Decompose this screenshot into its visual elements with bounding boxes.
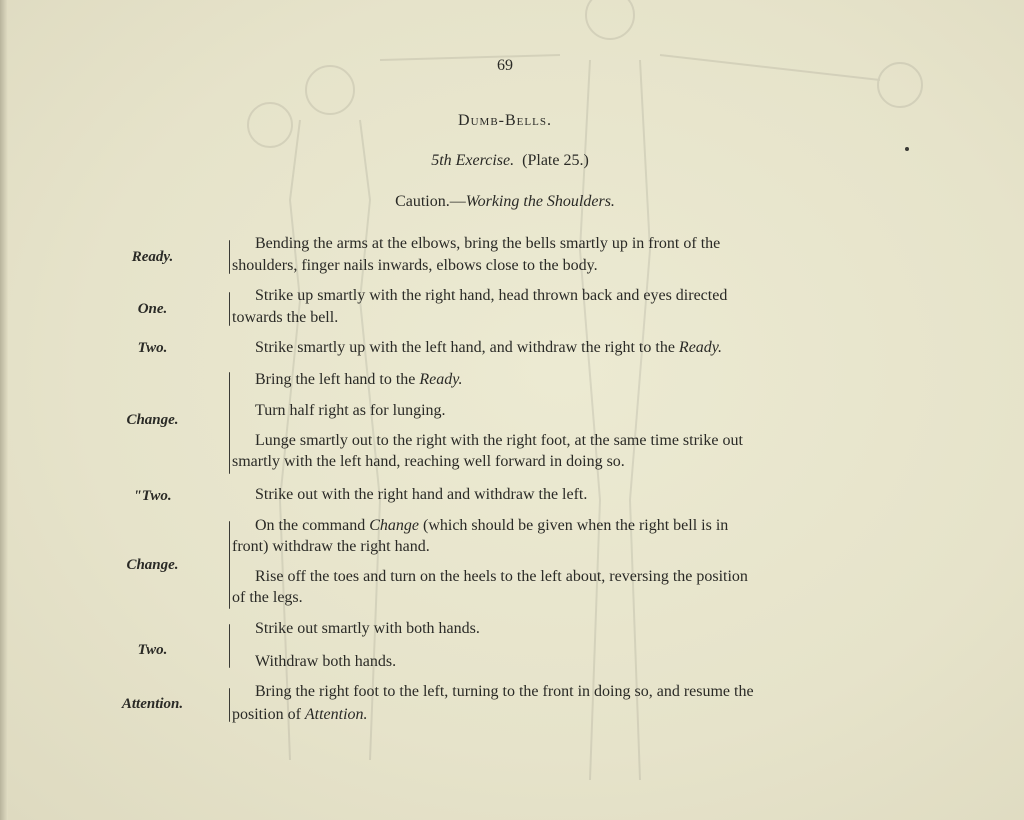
instruction-line: Strike out smartly with both hands. — [255, 620, 480, 637]
instruction-line: Lunge smartly out to the right with the right foot, at the same time strike out — [255, 432, 743, 449]
command-two: Two. — [137, 642, 168, 658]
brace — [229, 240, 230, 274]
instruction-line: Rise off the toes and turn on the heels to the left about, reversing the position — [255, 568, 748, 585]
instruction-line: Bring the left hand to the Ready. — [255, 371, 463, 388]
instruction-line: Bending the arms at the elbows, bring the bells smartly up in front of the — [255, 235, 721, 252]
brace — [229, 688, 230, 722]
instruction-line: front) withdraw the right hand. — [232, 538, 430, 555]
instruction-line: position of Attention. — [232, 706, 368, 723]
brace — [229, 521, 230, 609]
instruction-line: Bring the right foot to the left, turning to the front in doing so, and resume the — [255, 683, 754, 700]
instruction-line: Strike up smartly with the right hand, head thrown back and eyes directed — [255, 287, 728, 304]
instruction-line: Turn half right as for lunging. — [255, 402, 446, 419]
ink-speck — [905, 147, 909, 151]
exercise-label: 5th Exercise. — [431, 152, 515, 169]
instruction-line: Strike out with the right hand and withdraw the left. — [255, 486, 588, 503]
command-two: Two. — [137, 340, 168, 356]
command-ready: Ready. — [131, 249, 174, 265]
brace — [229, 624, 230, 668]
plate-reference: (Plate 25.) — [522, 152, 589, 169]
caution-label: Caution.— — [395, 193, 466, 210]
exercise-heading — [0, 152, 1020, 170]
brace — [229, 292, 230, 326]
instruction-line: towards the bell. — [232, 309, 339, 326]
instruction-line: On the command Change (which should be given when the right bell is in — [255, 517, 729, 534]
caution-heading — [0, 193, 1010, 211]
page-number: 69 — [497, 57, 513, 74]
section-title: Dumb-Bells. — [458, 112, 552, 129]
command-two: "Two. — [133, 488, 172, 504]
instruction-line: Strike smartly up with the left hand, and withdraw the right to the Ready. — [255, 339, 723, 356]
brace — [229, 372, 230, 474]
instruction-line: shoulders, finger nails inwards, elbows close to the body. — [232, 257, 598, 274]
command-attention: Attention. — [121, 696, 184, 712]
caution-text: Working the Shoulders. — [465, 193, 615, 210]
instruction-line: smartly with the left hand, reaching well forward in doing so. — [232, 453, 625, 470]
command-one: One. — [137, 301, 168, 317]
instruction-line: of the legs. — [232, 589, 303, 606]
instruction-line: Withdraw both hands. — [255, 653, 397, 670]
command-change: Change. — [126, 412, 179, 428]
command-change: Change. — [126, 557, 179, 573]
